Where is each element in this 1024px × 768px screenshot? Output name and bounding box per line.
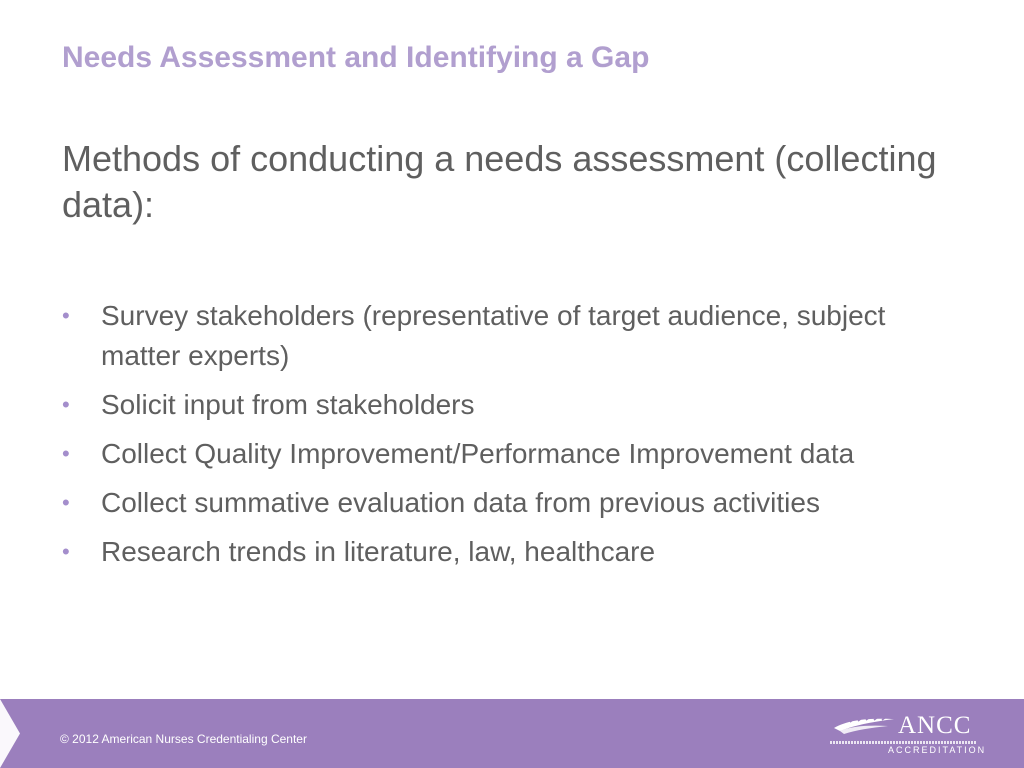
bullet-text: Collect summative evaluation data from previous activities <box>101 487 820 518</box>
ancc-logo-name: ANCC <box>898 712 972 739</box>
bullet-item-solicit-input <box>0 385 960 425</box>
bullet-item-summative-evaluation <box>0 483 960 523</box>
bullet-marker: • <box>62 303 70 328</box>
bullet-marker: • <box>62 392 70 417</box>
bullet-list <box>0 296 960 581</box>
ancc-wing-logo-icon <box>830 714 896 736</box>
bullet-marker: • <box>62 441 70 466</box>
bullet-item-quality-improvement <box>0 434 960 474</box>
bullet-text: Survey stakeholders (representative of target audience, subject matter experts) <box>101 300 886 371</box>
bullet-item-survey-stakeholders <box>0 296 960 376</box>
ancc-logo <box>830 712 987 758</box>
footer-copyright: © 2012 American Nurses Credentialing Center <box>60 732 307 746</box>
logo-tagline-line <box>830 741 976 744</box>
bullet-text: Collect Quality Improvement/Performance Improvement data <box>101 438 855 469</box>
footer-band <box>0 699 1024 768</box>
bullet-text: Research trends in literature, law, healthcare <box>101 536 656 567</box>
ancc-logo-subtitle: ACCREDITATION <box>888 745 987 755</box>
bullet-text: Solicit input from stakeholders <box>101 389 475 420</box>
bullet-marker: • <box>62 539 70 564</box>
slide-subheading: Methods of conducting a needs assessment (collecting data): <box>62 138 937 225</box>
bullet-item-research-trends <box>0 532 960 572</box>
bullet-marker: • <box>62 490 70 515</box>
slide-title: Needs Assessment and Identifying a Gap <box>62 41 650 74</box>
footer-notch-decoration <box>0 699 20 768</box>
